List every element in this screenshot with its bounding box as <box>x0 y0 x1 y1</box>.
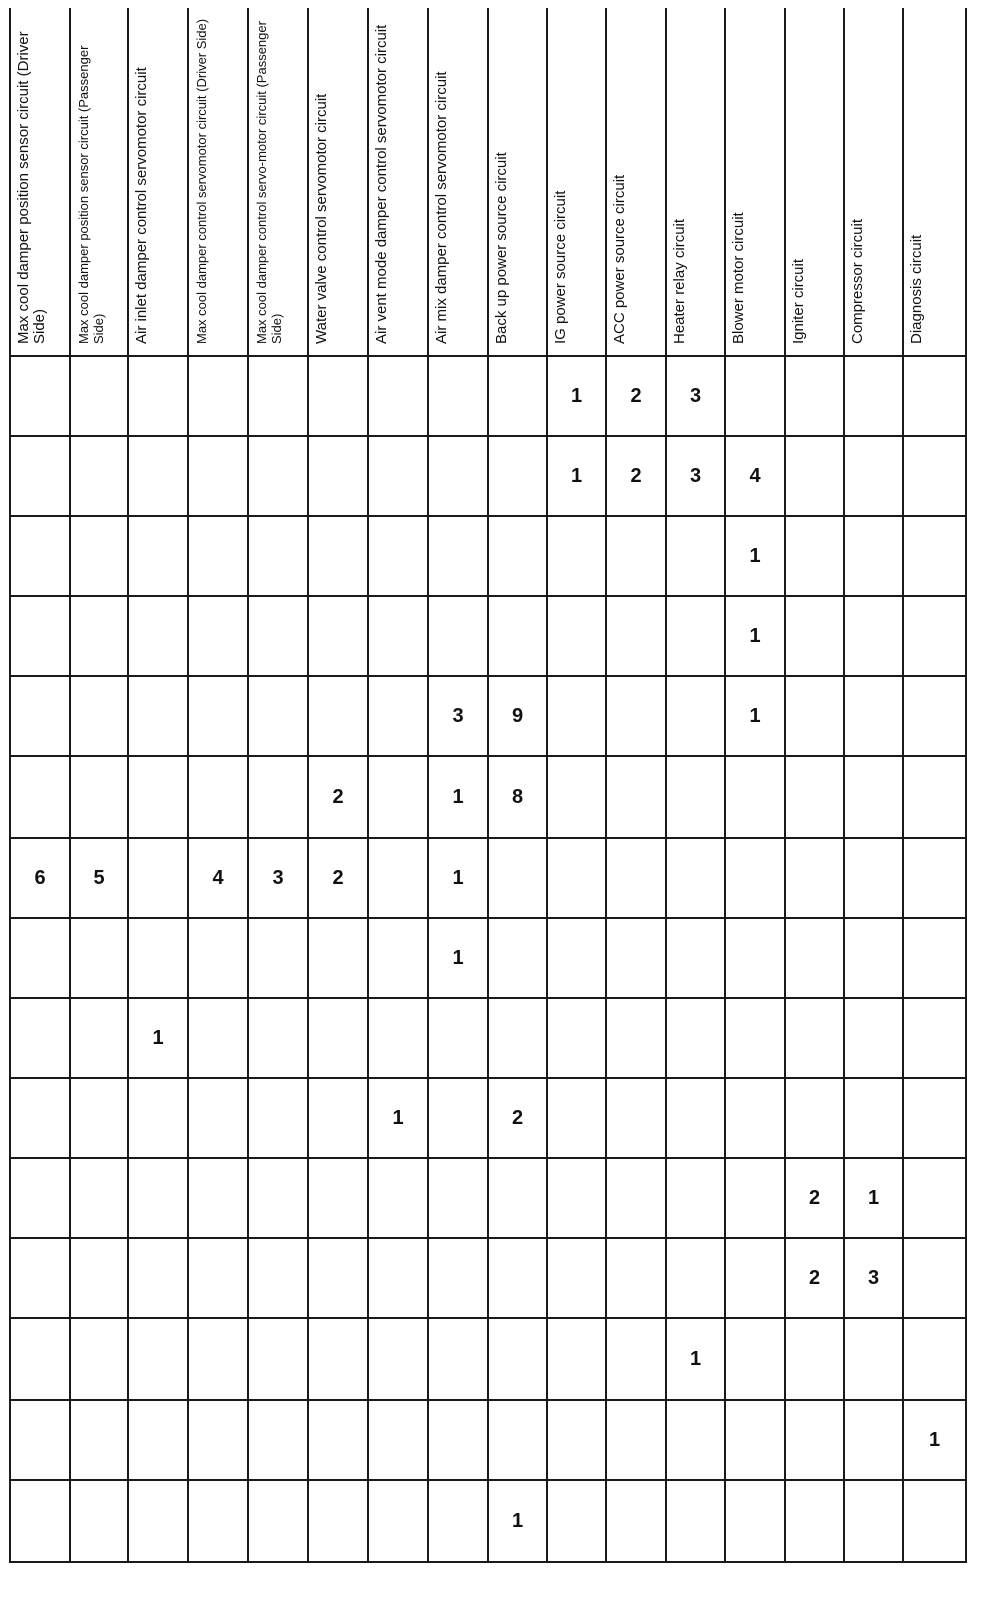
table-cell: 1 <box>570 384 583 407</box>
table-cell <box>903 838 966 918</box>
table-cell <box>666 1158 725 1238</box>
table-cell <box>785 998 844 1078</box>
table-cell: 1 <box>452 866 464 889</box>
table-cell <box>248 676 308 756</box>
table-cell <box>368 436 428 516</box>
table-cell <box>903 436 966 516</box>
table-cell: 2 <box>808 1186 821 1209</box>
table-cell <box>128 1158 188 1238</box>
table-cell <box>725 1238 785 1318</box>
column-header: Air mix damper control servomotor circuit <box>433 71 450 344</box>
table-cell <box>666 998 725 1078</box>
table-cell <box>547 1400 606 1480</box>
table-cell <box>128 436 188 516</box>
table-cell <box>128 676 188 756</box>
table-cell <box>308 1078 368 1158</box>
table-cell <box>308 1400 368 1480</box>
table-cell <box>666 596 725 676</box>
table-cell <box>70 516 128 596</box>
table-cell <box>188 918 248 998</box>
table-cell <box>785 838 844 918</box>
table-cell <box>188 596 248 676</box>
table-cell <box>428 1078 488 1158</box>
table-cell <box>70 998 128 1078</box>
table-cell <box>547 998 606 1078</box>
table-cell <box>10 436 70 516</box>
table-cell <box>128 596 188 676</box>
table-cell <box>606 756 666 838</box>
table-cell <box>488 998 547 1078</box>
table-cell <box>428 1480 488 1562</box>
table-cell <box>70 1238 128 1318</box>
table-cell <box>308 1318 368 1400</box>
table-cell <box>70 1158 128 1238</box>
table-cell <box>368 676 428 756</box>
table-cell <box>785 1400 844 1480</box>
table-cell <box>128 838 188 918</box>
table-cell <box>10 998 70 1078</box>
table-cell <box>844 436 903 516</box>
column-header: Max cool damper position sensor circuit (Driver Side) <box>15 31 48 344</box>
table-cell: 1 <box>867 1186 880 1209</box>
table-cell <box>844 1480 903 1562</box>
table-cell <box>248 516 308 596</box>
table-cell <box>128 1238 188 1318</box>
table-cell <box>785 516 844 596</box>
table-cell <box>725 918 785 998</box>
table-cell <box>903 1238 966 1318</box>
table-cell <box>488 596 547 676</box>
table-cell: 1 <box>928 1428 941 1451</box>
table-cell <box>547 516 606 596</box>
column-header: Water valve control servomotor circuit <box>313 93 330 344</box>
table-cell: 5 <box>93 866 105 889</box>
table-cell: 1 <box>392 1106 404 1129</box>
table-cell <box>248 1158 308 1238</box>
column-header: Max cool damper control servo-motor circuit (Passenger Side) <box>254 21 284 344</box>
table-cell <box>488 356 547 436</box>
table-cell <box>844 596 903 676</box>
table-cell <box>248 596 308 676</box>
table-cell: 1 <box>570 464 583 487</box>
table-cell <box>725 998 785 1078</box>
table-cell <box>368 1318 428 1400</box>
table-cell <box>188 1318 248 1400</box>
table-cell <box>70 756 128 838</box>
table-cell <box>188 436 248 516</box>
table-cell <box>488 516 547 596</box>
table-cell <box>666 838 725 918</box>
table-cell <box>666 516 725 596</box>
table-cell <box>785 1318 844 1400</box>
table-cell <box>248 998 308 1078</box>
table-cell <box>128 516 188 596</box>
table-cell <box>368 838 428 918</box>
table-cell <box>844 998 903 1078</box>
table-cell <box>606 516 666 596</box>
column-header: Diagnosis circuit <box>908 234 925 344</box>
table-cell <box>368 998 428 1078</box>
table-cell <box>70 1480 128 1562</box>
table-cell <box>666 1400 725 1480</box>
table-cell <box>70 1318 128 1400</box>
table-cell <box>903 676 966 756</box>
table-cell <box>606 1400 666 1480</box>
table-cell <box>248 1400 308 1480</box>
column-header: ACC power source circuit <box>611 174 628 344</box>
table-cell <box>547 1318 606 1400</box>
table-cell <box>188 1238 248 1318</box>
table-cell <box>128 918 188 998</box>
table-cell <box>188 1078 248 1158</box>
table-cell <box>10 1400 70 1480</box>
column-header: Air vent mode damper control servomotor circuit <box>373 24 390 344</box>
table-cell <box>785 756 844 838</box>
table-cell <box>606 596 666 676</box>
table-cell <box>903 756 966 838</box>
table-cell <box>785 676 844 756</box>
table-cell <box>547 838 606 918</box>
table-cell <box>785 356 844 436</box>
table-cell <box>188 356 248 436</box>
table-cell <box>785 918 844 998</box>
table-cell <box>844 1400 903 1480</box>
table-cell <box>248 1238 308 1318</box>
table-cell <box>368 756 428 838</box>
table-cell: 8 <box>511 785 524 808</box>
table-cell <box>488 1318 547 1400</box>
table-cell <box>666 1480 725 1562</box>
table-cell: 4 <box>212 866 224 889</box>
table-cell: 2 <box>332 866 344 889</box>
table-cell <box>10 1158 70 1238</box>
table-cell <box>725 838 785 918</box>
table-cell: 9 <box>511 704 524 727</box>
table-cell <box>666 1238 725 1318</box>
table-cell <box>428 1400 488 1480</box>
table-cell <box>248 1318 308 1400</box>
table-cell <box>428 596 488 676</box>
column-header: Back up power source circuit <box>493 152 510 344</box>
table-cell <box>428 436 488 516</box>
table-cell <box>725 356 785 436</box>
table-cell <box>368 596 428 676</box>
table-cell <box>547 596 606 676</box>
table-cell <box>488 918 547 998</box>
table-cell <box>606 1238 666 1318</box>
table-cell <box>606 1158 666 1238</box>
table-cell <box>666 1078 725 1158</box>
table-cell <box>903 1158 966 1238</box>
table-cell <box>428 356 488 436</box>
column-header: IG power source circuit <box>552 190 569 344</box>
table-cell <box>308 516 368 596</box>
table-cell <box>10 1480 70 1562</box>
table-cell <box>725 1078 785 1158</box>
table-cell <box>785 1480 844 1562</box>
table-cell <box>10 1078 70 1158</box>
table-cell <box>368 1400 428 1480</box>
table-cell <box>547 1158 606 1238</box>
column-header: Max cool damper control servomotor circuit (Driver Side) <box>194 18 209 344</box>
table-cell <box>903 1078 966 1158</box>
table-cell <box>844 356 903 436</box>
table-cell: 6 <box>34 866 46 889</box>
table-cell <box>188 676 248 756</box>
table-cell <box>10 1238 70 1318</box>
table-cell <box>188 756 248 838</box>
table-cell <box>70 436 128 516</box>
table-cell <box>428 516 488 596</box>
table-cell <box>368 356 428 436</box>
table-cell <box>903 516 966 596</box>
table-cell <box>488 1158 547 1238</box>
table-cell: 1 <box>511 1509 524 1532</box>
table-cell <box>844 838 903 918</box>
table-cell: 2 <box>630 384 642 407</box>
table-cell <box>10 918 70 998</box>
table-cell <box>903 356 966 436</box>
table-cell <box>844 676 903 756</box>
table-cell <box>488 838 547 918</box>
table-cell <box>606 918 666 998</box>
table-cell <box>10 516 70 596</box>
table-cell <box>70 356 128 436</box>
table-cell <box>428 1238 488 1318</box>
table-cell <box>308 676 368 756</box>
table-cell <box>248 436 308 516</box>
table-cell <box>188 516 248 596</box>
table-cell <box>903 1480 966 1562</box>
table-cell <box>606 838 666 918</box>
table-cell: 4 <box>749 464 761 487</box>
table-cell <box>10 596 70 676</box>
table-cell <box>725 1480 785 1562</box>
table-cell <box>428 1318 488 1400</box>
table-cell <box>128 1318 188 1400</box>
table-cell <box>128 1480 188 1562</box>
table-cell <box>70 596 128 676</box>
column-header: Igniter circuit <box>790 258 807 344</box>
table-cell <box>188 1400 248 1480</box>
table-cell <box>547 1480 606 1562</box>
table-cell <box>248 918 308 998</box>
table-cell <box>248 1480 308 1562</box>
table-cell <box>844 756 903 838</box>
table-cell <box>308 1158 368 1238</box>
table-cell <box>10 1318 70 1400</box>
column-header: Heater relay circuit <box>671 218 688 344</box>
table-cell <box>844 1078 903 1158</box>
table-cell: 1 <box>152 1026 164 1049</box>
table-cell <box>844 516 903 596</box>
table-cell <box>547 676 606 756</box>
table-cell: 1 <box>452 785 464 808</box>
table-cell <box>606 1480 666 1562</box>
table-cell <box>666 676 725 756</box>
table-cell <box>547 1078 606 1158</box>
column-header: Blower motor circuit <box>730 212 747 344</box>
table-cell <box>70 676 128 756</box>
table-cell: 2 <box>511 1106 524 1129</box>
table-cell: 3 <box>867 1266 880 1289</box>
table-cell <box>248 1078 308 1158</box>
table-cell <box>308 596 368 676</box>
table-cell <box>666 918 725 998</box>
table-cell <box>725 1400 785 1480</box>
table-cell <box>188 1480 248 1562</box>
table-cell <box>488 1238 547 1318</box>
table-cell <box>188 998 248 1078</box>
table-cell <box>606 998 666 1078</box>
table-cell <box>248 356 308 436</box>
table-cell <box>606 676 666 756</box>
column-header: Air inlet damper control servomotor circuit <box>133 67 150 344</box>
table-cell <box>368 1480 428 1562</box>
table-cell <box>725 1158 785 1238</box>
table-cell: 3 <box>689 464 702 487</box>
table-cell: 1 <box>689 1347 702 1370</box>
table-cell <box>903 918 966 998</box>
column-header: Max cool damper position sensor circuit (Passenger Side) <box>76 45 106 344</box>
table-cell <box>547 918 606 998</box>
table-cell <box>368 1158 428 1238</box>
table-cell <box>547 1238 606 1318</box>
column-header: Compressor circuit <box>849 218 866 344</box>
table-cell: 2 <box>630 464 642 487</box>
table-cell <box>308 918 368 998</box>
table-cell <box>725 1318 785 1400</box>
table-cell <box>785 436 844 516</box>
table-cell <box>428 1158 488 1238</box>
table-cell: 3 <box>452 704 464 727</box>
table-cell <box>666 756 725 838</box>
table-cell <box>844 918 903 998</box>
table-cell <box>903 1318 966 1400</box>
table-cell <box>606 1078 666 1158</box>
table-cell <box>308 1480 368 1562</box>
table-cell <box>128 756 188 838</box>
table-cell <box>70 1400 128 1480</box>
table-cell <box>606 1318 666 1400</box>
table-cell <box>128 1078 188 1158</box>
table-cell <box>10 676 70 756</box>
table-cell <box>308 998 368 1078</box>
table-cell <box>308 1238 368 1318</box>
table-cell: 1 <box>749 544 761 567</box>
table-cell: 1 <box>452 946 464 969</box>
table-cell <box>368 918 428 998</box>
table-cell: 2 <box>808 1266 821 1289</box>
table-cell: 2 <box>332 785 344 808</box>
table-cell <box>428 998 488 1078</box>
table-cell <box>10 356 70 436</box>
table-cell: 3 <box>272 866 284 889</box>
table-cell: 1 <box>749 624 761 647</box>
table-cell <box>785 1078 844 1158</box>
table-cell <box>368 516 428 596</box>
table-cell <box>903 596 966 676</box>
table-cell <box>547 756 606 838</box>
table-cell <box>725 756 785 838</box>
table-cell: 3 <box>689 384 702 407</box>
table-cell <box>488 1400 547 1480</box>
table-cell <box>10 756 70 838</box>
table-cell <box>903 998 966 1078</box>
table-cell <box>188 1158 248 1238</box>
table-cell <box>70 1078 128 1158</box>
table-cell <box>308 436 368 516</box>
table-cell <box>368 1238 428 1318</box>
table-cell <box>785 596 844 676</box>
table-cell <box>488 436 547 516</box>
table-cell <box>128 1400 188 1480</box>
table-cell: 1 <box>749 704 761 727</box>
table-cell <box>70 918 128 998</box>
table-cell <box>128 356 188 436</box>
table-cell <box>308 356 368 436</box>
table-cell <box>248 756 308 838</box>
table-cell <box>844 1318 903 1400</box>
